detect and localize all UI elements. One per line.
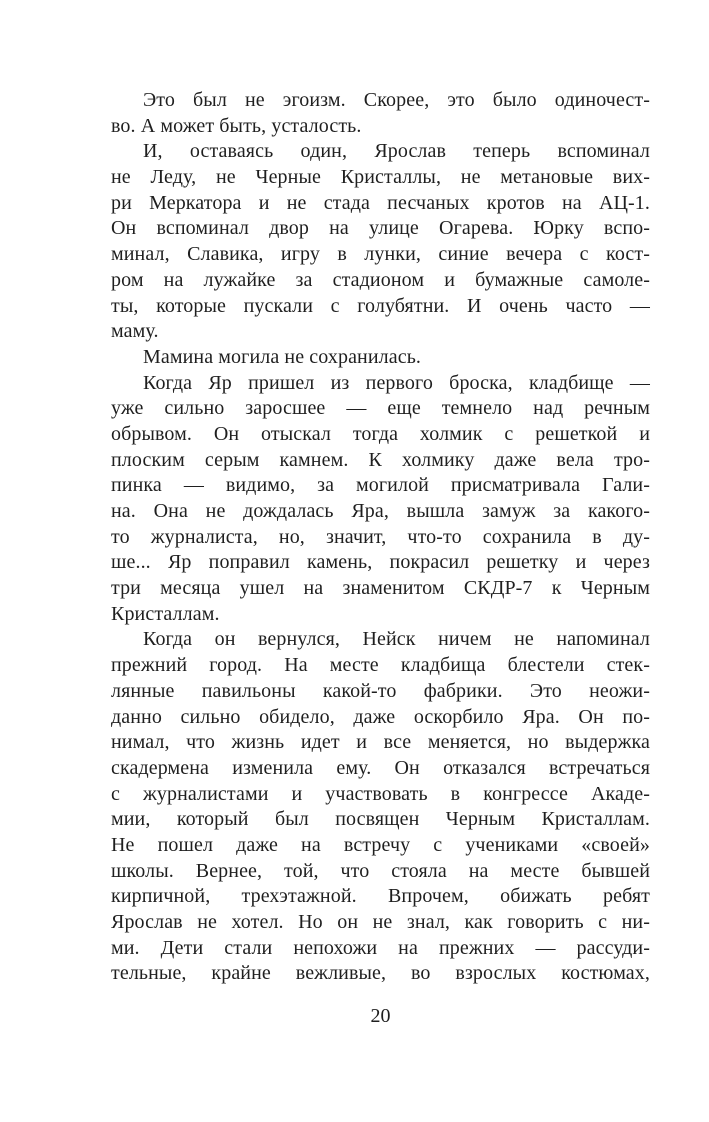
text-line: Когда он вернулся, Нейск ничем не напоминал [143,628,650,651]
text-line: три месяца ушел на знаменитом СКДР-7 к Черным [111,577,650,600]
paragraph [111,139,650,345]
page-text [111,88,650,987]
text-line: Мамина могила не сохранилась. [143,345,422,368]
text-line: то журналиста, но, значит, что-то сохранила в ду- [111,525,650,548]
text-line: обрывом. Он отыскал тогда холмик с решеткой и [111,422,650,445]
text-line: Кристаллам. [111,602,220,625]
text-line: школы. Вернее, той, что стояла на месте бывшей [111,859,650,882]
text-line: пинка — видимо, за могилой присматривала Гали- [111,474,650,497]
text-line: Ярослав не хотел. Но он не знал, как говорить с ни- [111,911,650,933]
text-line: ше... Яр поправил камень, покрасил решетку и через [111,551,650,574]
text-line: кирпичной, трехэтажной. Впрочем, обижать ребят [111,885,650,908]
text-line: Он вспоминал двор на улице Огарева. Юрку вспо- [111,217,650,240]
text-line: тельные, крайне вежливые, во взрослых костюмах, [111,962,650,985]
text-line: нимал, что жизнь идет и все меняется, но выдержка [111,731,650,754]
paragraph [111,371,650,628]
text-line: ром на лужайке за стадионом и бумажные самоле- [111,268,650,291]
text-line: ми. Дети стали непохожи на прежних — рассуди- [111,936,650,959]
text-line: Когда Яр пришел из первого броска, кладбище — [143,371,650,394]
text-line: Это был не эгоизм. Скорее, это было одиночест- [143,89,650,111]
text-line: минал, Славика, игру в лунки, синие вечера с кост- [111,243,650,266]
text-line: плоским серым камнем. К холмику даже вела тро- [111,448,650,471]
text-line: Не пошел даже на встречу с учениками «своей» [111,833,650,856]
text-line: во. А может быть, усталость. [111,114,362,137]
text-line: ри Меркатора и не стада песчаных кротов на АЦ-1. [111,191,650,214]
text-line: мии, который был посвящен Черным Кристаллам. [111,808,650,831]
text-line: с журналистами и участвовать в конгрессе Акаде- [111,782,650,805]
paragraph [111,88,650,139]
paragraph [111,345,650,371]
paragraph [111,627,650,987]
text-line: скадермена изменила ему. Он отказался встречаться [111,756,650,779]
text-line: прежний город. На месте кладбища блестели стек- [111,654,650,677]
text-line: данно сильно обидело, даже оскорбило Яра. Он по- [111,705,650,728]
text-line: лянные павильоны какой-то фабрики. Это неожи- [111,679,650,702]
text-line: уже сильно заросшее — еще темнело над речным [111,397,650,420]
text-line: на. Она не дождалась Яра, вышла замуж за какого- [111,500,650,522]
text-line: маму. [111,320,159,343]
page-number: 20 [370,1005,391,1027]
text-line: И, оставаясь один, Ярослав теперь вспоминал [143,140,650,163]
text-line: не Леду, не Черные Кристаллы, не метановые вих- [111,166,650,189]
text-line: ты, которые пускали с голубятни. И очень часто — [111,294,650,317]
